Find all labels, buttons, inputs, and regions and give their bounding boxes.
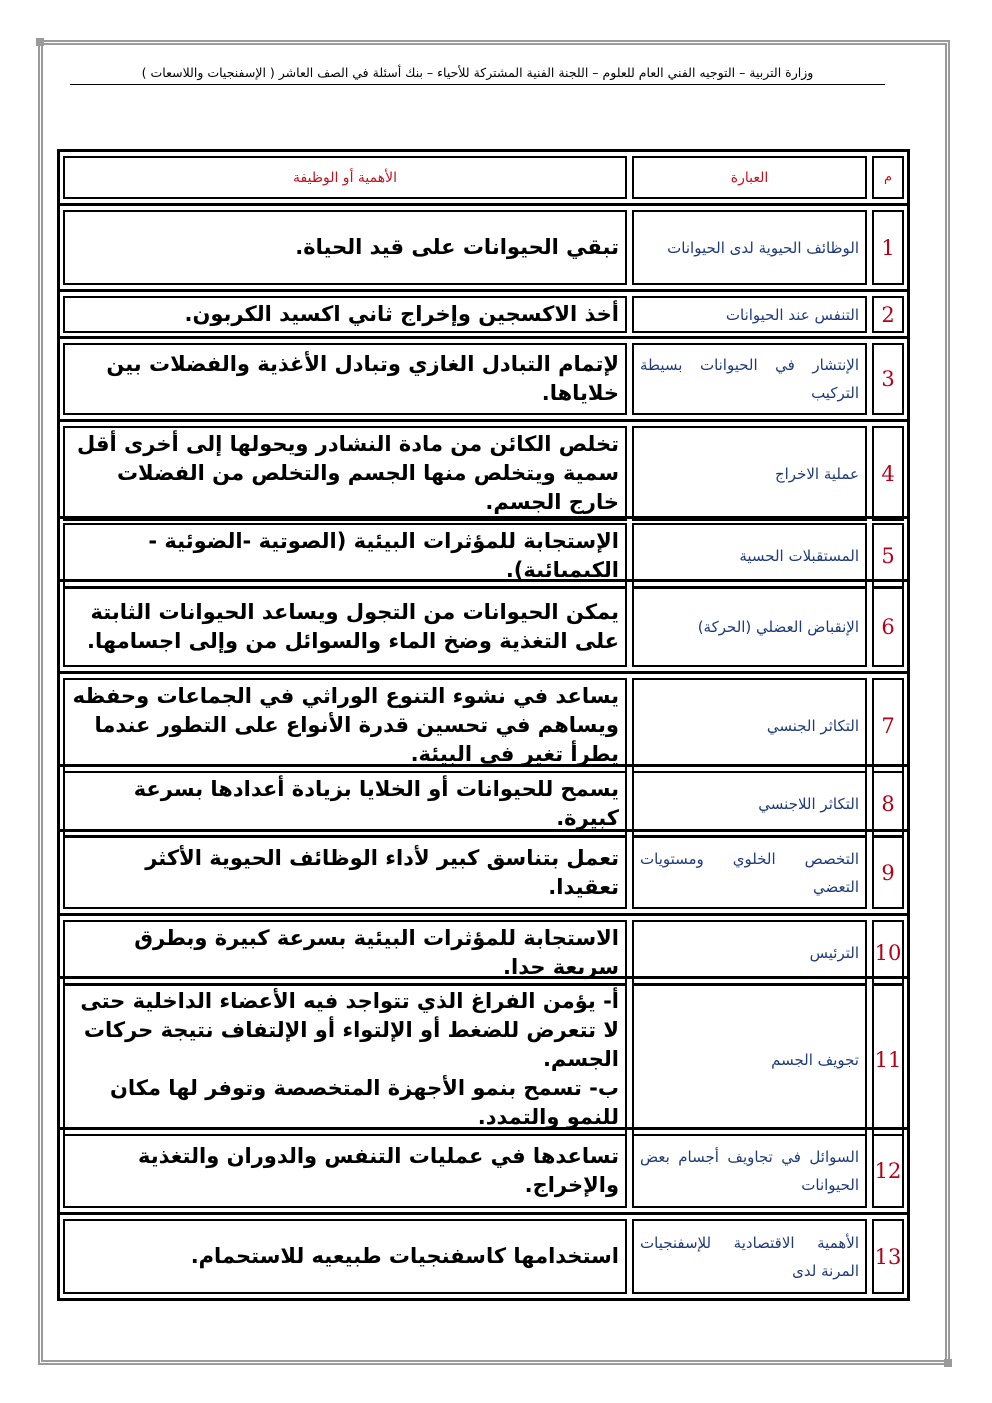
table-row: [60, 203, 907, 289]
row-term: التكاثر اللاجنسي: [632, 771, 867, 837]
row-term: تجويف الجسم: [632, 983, 867, 1136]
table-row: [60, 829, 907, 913]
row-number: 8: [872, 771, 904, 837]
row-function: استخدامها كاسفنجيات طبيعيه للاستحمام.: [63, 1219, 627, 1294]
row-function: تخلص الكائن من مادة النشادر ويحولها إلى أخرى أقل سمية ويتخلص منها الجسم والتخلص من الفضلات خارج الجسم.: [63, 426, 627, 521]
row-function: أ- يؤمن الفراغ الذي تتواجد فيه الأعضاء الداخلية حتى لا تتعرض للضغط أو الإلتواء أو الإلتفاف نتيجة حركات الجسم. ب- تسمح بنمو الأجهزة المتخصصة وتوفر لها مكان للنمو والتمدد.: [63, 983, 627, 1136]
row-function: يساعد في نشوء التنوع الوراثي في الجماعات وحفظه ويساهم في تحسين قدرة الأنواع على التطور عندما يطرأ تغير في البيئة.: [63, 678, 627, 773]
row-number: 11: [872, 983, 904, 1136]
row-function: أخذ الاكسجين وإخراج ثاني اكسيد الكربون.: [63, 296, 627, 333]
page-header: وزارة التربية – التوجيه الفني العام للعلوم – اللجنة الفنية المشتركة للأحياء – بنك أسئلة في الصف العاشر ( الإسفنجيات واللاسعات ): [70, 64, 885, 85]
table-row: [60, 976, 907, 1127]
row-number: 10: [872, 920, 904, 986]
row-term: السوائل في تجاويف أجسام بعض الحيوانات: [632, 1134, 867, 1208]
row-function: الإستجابة للمؤثرات البيئية (الصوتية -الضوئية - الكيميائية).: [63, 523, 627, 589]
row-term: التنفس عند الحيوانات: [632, 296, 867, 333]
table-row: [60, 1127, 907, 1212]
row-function: تساعدها في عمليات التنفس والدوران والتغذية والإخراج.: [63, 1134, 627, 1208]
row-term: المستقبلات الحسية: [632, 523, 867, 589]
row-number: 1: [872, 210, 904, 285]
table-row: [60, 516, 907, 582]
row-term: التكاثر الجنسي: [632, 678, 867, 773]
row-number: 6: [872, 586, 904, 667]
row-term: التخصص الخلوي ومستويات التعضي: [632, 836, 867, 909]
row-number: 7: [872, 678, 904, 773]
table-row: [60, 579, 907, 671]
row-number: 13: [872, 1219, 904, 1294]
table-row: [60, 1212, 907, 1298]
row-number: 3: [872, 343, 904, 415]
row-term: الترئيس: [632, 920, 867, 986]
header-num: م: [872, 156, 904, 199]
row-number: 5: [872, 523, 904, 589]
row-term: الوظائف الحيوية لدى الحيوانات: [632, 210, 867, 285]
row-function: تعمل بتناسق كبير لأداء الوظائف الحيوية الأكثر تعقيدا.: [63, 836, 627, 909]
table-row: [60, 419, 907, 516]
row-function: الاستجابة للمؤثرات البيئية بسرعة كبيرة وبطرق سريعة جدا.: [63, 920, 627, 986]
table-row: [60, 764, 907, 829]
row-term: الإنتشار في الحيوانات بسيطة التركيب: [632, 343, 867, 415]
row-number: 9: [872, 836, 904, 909]
row-term: عملية الاخراج: [632, 426, 867, 521]
row-term: الإنقباض العضلي (الحركة): [632, 586, 867, 667]
row-number: 4: [872, 426, 904, 521]
header-term: العبارة: [632, 156, 867, 199]
table-row: [60, 913, 907, 979]
question-table: [57, 149, 910, 1301]
table-header-row: [60, 152, 907, 203]
table-row: [60, 336, 907, 419]
table-row: [60, 671, 907, 764]
row-function: لإتمام التبادل الغازي وتبادل الأغذية والفضلات بين خلاياها.: [63, 343, 627, 415]
row-function: يسمح للحيوانات أو الخلايا بزيادة أعدادها بسرعة كبيرة.: [63, 771, 627, 837]
row-function: تبقي الحيوانات على قيد الحياة.: [63, 210, 627, 285]
row-number: 12: [872, 1134, 904, 1208]
row-function: يمكن الحيوانات من التجول ويساعد الحيوانات الثابتة على التغذية وضخ الماء والسوائل من وإلى اجسامها.: [63, 586, 627, 667]
header-function: الأهمية أو الوظيفة: [63, 156, 627, 199]
row-number: 2: [872, 296, 904, 333]
row-term: الأهمية الاقتصادية للإسفنجيات المرنة لدى: [632, 1219, 867, 1294]
table-row: [60, 289, 907, 336]
